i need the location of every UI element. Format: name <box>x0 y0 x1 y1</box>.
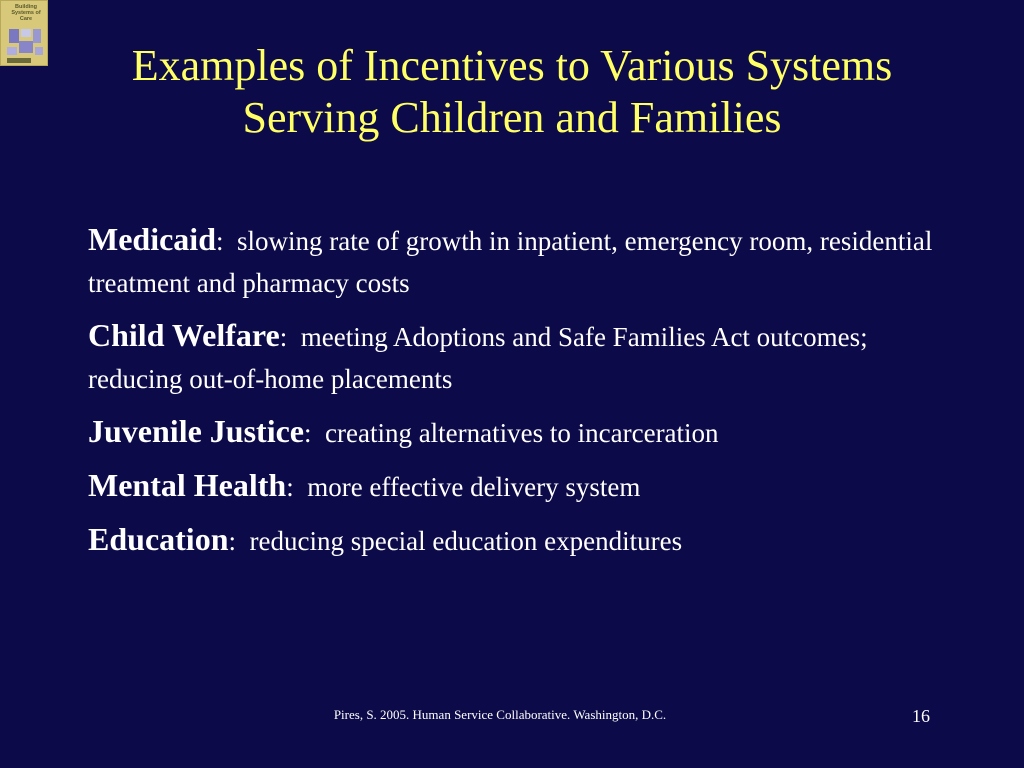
title-line-2: Serving Children and Families <box>242 93 782 142</box>
item-colon: : <box>215 226 224 256</box>
slide-number: 16 <box>912 706 930 726</box>
logo-block <box>7 47 17 55</box>
incentives-list <box>88 218 948 572</box>
list-item <box>88 410 948 454</box>
logo-block <box>7 58 31 63</box>
item-text: slowing rate of growth in inpatient, emergency room, residential treatment and pharmacy costs <box>88 226 933 298</box>
item-text: more effective delivery system <box>307 472 641 502</box>
list-item <box>88 314 948 400</box>
item-colon: : <box>303 418 312 448</box>
item-text: reducing special education expenditures <box>249 526 683 556</box>
item-term: Child Welfare <box>88 317 280 353</box>
footer-citation: Pires, S. 2005. Human Service Collaborative. Washington, D.C. <box>333 707 667 722</box>
list-item <box>88 464 948 508</box>
item-term: Medicaid <box>88 221 216 257</box>
item-term: Juvenile Justice <box>88 413 304 449</box>
item-term: Education <box>88 521 229 557</box>
logo-text: Building Systems of Care <box>11 4 41 22</box>
title-line-1: Examples of Incentives to Various Systems <box>131 41 893 90</box>
logo-block <box>21 29 31 37</box>
logo-block <box>19 41 33 53</box>
item-term: Mental Health <box>88 467 287 503</box>
logo-block <box>9 29 19 43</box>
slide-title <box>40 40 984 144</box>
item-colon: : <box>279 322 288 352</box>
item-colon: : <box>286 472 294 502</box>
list-item <box>88 218 948 304</box>
list-item <box>88 518 948 562</box>
item-colon: : <box>228 526 236 556</box>
item-text: meeting Adoptions and Safe Families Act outcomes; reducing out-of-home placements <box>88 322 868 394</box>
item-text: creating alternatives to incarceration <box>325 418 719 448</box>
